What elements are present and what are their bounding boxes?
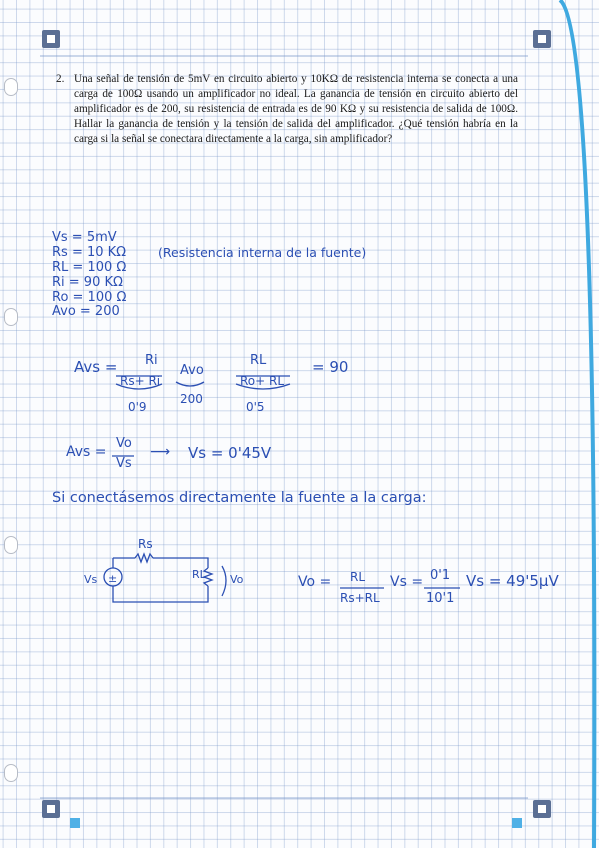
given-ri: Ri = 90 KΩ: [52, 275, 123, 290]
divider-eq-mid: Vs =: [390, 574, 424, 590]
divider-eq-lhs: Vo =: [298, 574, 332, 590]
underbrace: [236, 384, 290, 389]
given-ro: Ro = 100 Ω: [52, 290, 127, 305]
problem-text: Una señal de tensión de 5mV en circuito abierto y 10KΩ de resistencia interna se conecta a una carga de 100Ω usando un amplificador no ideal. La ganancia de tensión en circuito abierto del amplificador es de 200, su resistencia de entrada es de 90 KΩ y su resistencia de salida de 100Ω. Hallar la ganancia de tensión y la tensión de salida del amplificador. ¿Qué tensión habría en la carga si la señal se conectara directamente a la carga, sin amplificador?: [74, 73, 518, 145]
gain-eq-result: = 90: [312, 358, 349, 376]
problem-number: 2.: [56, 73, 65, 85]
divider-eq-f1-den: Rs+RL: [340, 591, 380, 605]
gain-eq-mid: Avo: [180, 363, 204, 378]
divider-eq-f2-den: 10'1: [426, 591, 455, 606]
given-vs: Vs = 5mV: [52, 230, 117, 245]
source-polarity-icon: ±: [108, 572, 118, 585]
vout-eq-lhs: Avs =: [66, 444, 107, 460]
given-rs-note: (Resistencia interna de la fuente): [158, 245, 367, 260]
divider-eq-f1-num: RL: [350, 570, 366, 584]
underbrace: [176, 382, 204, 386]
given-avo: Avo = 200: [52, 304, 120, 319]
given-rl: RL = 100 Ω: [52, 260, 127, 275]
circuit-label-vs: Vs: [84, 573, 98, 586]
vout-eq-arrow: ⟶: [150, 444, 171, 460]
gain-eq-f2-den: Ro+ RL: [240, 374, 285, 388]
underbrace: [116, 384, 162, 389]
given-rs: Rs = 10 KΩ: [52, 245, 127, 260]
circuit-label-rl: RL: [192, 568, 206, 581]
gain-eq-f2-num: RL: [250, 353, 267, 368]
gain-eq-f2-val: 0'5: [246, 400, 265, 414]
vout-eq-den: Vs: [116, 456, 132, 471]
circuit-wire: [153, 558, 208, 568]
divider-eq-f2-num: 0'1: [430, 568, 451, 583]
divider-eq-result: Vs = 49'5µV: [466, 572, 559, 590]
gain-eq-f1-num: Ri: [145, 353, 158, 368]
gain-eq-mid-val: 200: [180, 392, 203, 406]
circuit-wire: [113, 586, 208, 602]
direct-heading: Si conectásemos directamente la fuente a la carga:: [52, 490, 427, 506]
circuit-label-vo: Vo: [230, 573, 244, 586]
rs-resistor-icon: [135, 554, 153, 562]
gain-eq-f1-den: Rs+ Ri: [120, 374, 161, 388]
vout-eq-num: Vo: [116, 436, 132, 451]
gain-eq-f1-val: 0'9: [128, 400, 147, 414]
vout-eq-result: Vs = 0'45V: [188, 444, 272, 462]
gain-eq-lhs: Avs =: [74, 358, 118, 376]
vo-arrow-icon: [222, 566, 226, 596]
circuit-label-rs: Rs: [138, 537, 153, 551]
